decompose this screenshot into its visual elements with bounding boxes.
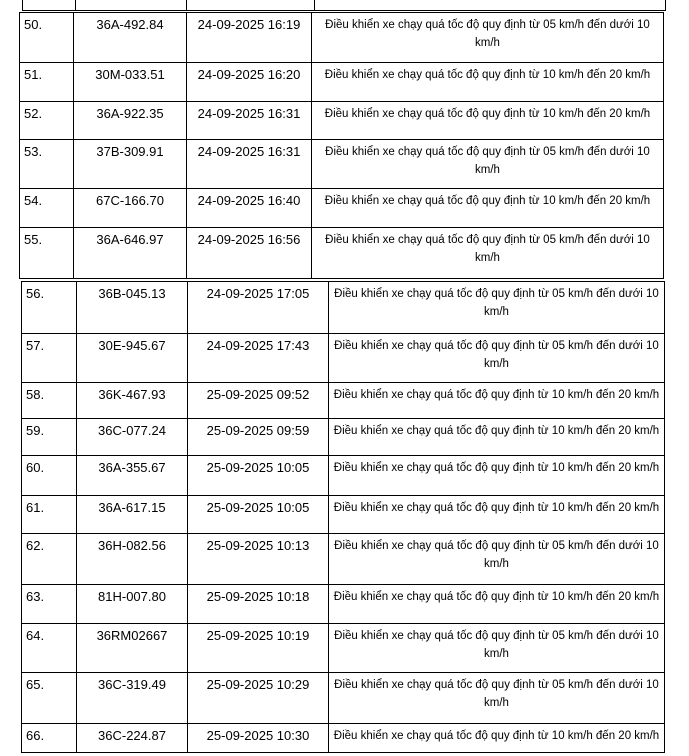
violation-description-cell: Điều khiển xe chạy quá tốc độ quy định từ 05 km/h đến dưới 10 km/h bbox=[329, 673, 665, 724]
violation-datetime-cell: 24-09-2025 16:31 bbox=[187, 102, 312, 140]
table-row bbox=[20, 13, 664, 63]
violation-description-cell: Điều khiển xe chạy quá tốc độ quy định từ 05 km/h đến dưới 10 km/h bbox=[312, 228, 664, 279]
violation-description-cell: Điều khiển xe chạy quá tốc độ quy định từ 10 km/h đến 20 km/h bbox=[312, 189, 664, 228]
license-plate-cell: 36C-319.49 bbox=[77, 673, 188, 724]
violation-datetime-cell: 25-09-2025 10:18 bbox=[188, 585, 329, 624]
violation-datetime-cell: 25-09-2025 10:19 bbox=[188, 624, 329, 673]
violation-datetime-cell: 24-09-2025 16:40 bbox=[187, 189, 312, 228]
row-number-cell: 56. bbox=[22, 282, 77, 334]
table-fragment-column-divider bbox=[314, 0, 315, 10]
violation-datetime-cell: 25-09-2025 10:30 bbox=[188, 724, 329, 753]
row-number-cell: 58. bbox=[22, 383, 77, 419]
violation-datetime-cell: 25-09-2025 09:52 bbox=[188, 383, 329, 419]
violation-datetime-cell: 25-09-2025 10:29 bbox=[188, 673, 329, 724]
license-plate-cell: 36C-077.24 bbox=[77, 419, 188, 456]
violation-description-cell: Điều khiển xe chạy quá tốc độ quy định từ 10 km/h đến 20 km/h bbox=[312, 102, 664, 140]
table-fragment-column-divider bbox=[186, 0, 187, 10]
license-plate-cell: 36RM02667 bbox=[77, 624, 188, 673]
row-number-cell: 51. bbox=[20, 63, 74, 102]
violation-datetime-cell: 24-09-2025 16:20 bbox=[187, 63, 312, 102]
license-plate-cell: 36C-224.87 bbox=[77, 724, 188, 753]
violation-datetime-cell: 25-09-2025 09:59 bbox=[188, 419, 329, 456]
license-plate-cell: 37B-309.91 bbox=[74, 140, 187, 189]
license-plate-cell: 36A-617.15 bbox=[77, 496, 188, 534]
row-number-cell: 53. bbox=[20, 140, 74, 189]
row-number-cell: 65. bbox=[22, 673, 77, 724]
table-row bbox=[20, 189, 664, 228]
license-plate-cell: 67C-166.70 bbox=[74, 189, 187, 228]
violation-description-cell: Điều khiển xe chạy quá tốc độ quy định từ 05 km/h đến dưới 10 km/h bbox=[329, 282, 665, 334]
license-plate-cell: 36A-922.35 bbox=[74, 102, 187, 140]
row-number-cell: 64. bbox=[22, 624, 77, 673]
violation-description-cell: Điều khiển xe chạy quá tốc độ quy định từ 10 km/h đến 20 km/h bbox=[312, 63, 664, 102]
violation-datetime-cell: 24-09-2025 17:43 bbox=[188, 334, 329, 383]
table-row bbox=[22, 585, 665, 624]
license-plate-cell: 36H-082.56 bbox=[77, 534, 188, 585]
table-row bbox=[22, 534, 665, 585]
table-row bbox=[22, 419, 665, 456]
violation-datetime-cell: 24-09-2025 16:19 bbox=[187, 13, 312, 63]
row-number-cell: 54. bbox=[20, 189, 74, 228]
table-row bbox=[22, 456, 665, 496]
violation-description-cell: Điều khiển xe chạy quá tốc độ quy định từ 10 km/h đến 20 km/h bbox=[329, 383, 665, 419]
license-plate-cell: 30M-033.51 bbox=[74, 63, 187, 102]
row-number-cell: 52. bbox=[20, 102, 74, 140]
violation-description-cell: Điều khiển xe chạy quá tốc độ quy định từ 10 km/h đến 20 km/h bbox=[329, 419, 665, 456]
row-number-cell: 55. bbox=[20, 228, 74, 279]
violation-description-cell: Điều khiển xe chạy quá tốc độ quy định từ 05 km/h đến dưới 10 km/h bbox=[312, 140, 664, 189]
row-number-cell: 62. bbox=[22, 534, 77, 585]
violation-table-segment-1 bbox=[19, 12, 664, 279]
license-plate-cell: 36A-492.84 bbox=[74, 13, 187, 63]
table-row bbox=[20, 63, 664, 102]
license-plate-cell: 81H-007.80 bbox=[77, 585, 188, 624]
violation-datetime-cell: 25-09-2025 10:05 bbox=[188, 456, 329, 496]
table-row bbox=[20, 102, 664, 140]
table-row bbox=[22, 496, 665, 534]
violation-datetime-cell: 25-09-2025 10:05 bbox=[188, 496, 329, 534]
violation-description-cell: Điều khiển xe chạy quá tốc độ quy định từ 05 km/h đến dưới 10 km/h bbox=[329, 334, 665, 383]
license-plate-cell: 36A-355.67 bbox=[77, 456, 188, 496]
violation-description-cell: Điều khiển xe chạy quá tốc độ quy định từ 05 km/h đến dưới 10 km/h bbox=[329, 624, 665, 673]
violation-datetime-cell: 24-09-2025 16:56 bbox=[187, 228, 312, 279]
table-row bbox=[20, 228, 664, 279]
violation-table-segment-2 bbox=[21, 281, 665, 753]
row-number-cell: 61. bbox=[22, 496, 77, 534]
violation-description-cell: Điều khiển xe chạy quá tốc độ quy định từ 05 km/h đến dưới 10 km/h bbox=[312, 13, 664, 63]
table-fragment-column-divider bbox=[75, 0, 76, 10]
violation-description-cell: Điều khiển xe chạy quá tốc độ quy định từ 10 km/h đến 20 km/h bbox=[329, 456, 665, 496]
license-plate-cell: 36A-646.97 bbox=[74, 228, 187, 279]
violation-description-cell: Điều khiển xe chạy quá tốc độ quy định từ 05 km/h đến dưới 10 km/h bbox=[329, 534, 665, 585]
violation-description-cell: Điều khiển xe chạy quá tốc độ quy định từ 10 km/h đến 20 km/h bbox=[329, 724, 665, 753]
table-row bbox=[22, 334, 665, 383]
violation-datetime-cell: 24-09-2025 17:05 bbox=[188, 282, 329, 334]
row-number-cell: 66. bbox=[22, 724, 77, 753]
table-row bbox=[22, 624, 665, 673]
violation-datetime-cell: 25-09-2025 10:13 bbox=[188, 534, 329, 585]
violation-description-cell: Điều khiển xe chạy quá tốc độ quy định từ 10 km/h đến 20 km/h bbox=[329, 585, 665, 624]
table-row bbox=[22, 282, 665, 334]
table-row bbox=[22, 673, 665, 724]
violation-datetime-cell: 24-09-2025 16:31 bbox=[187, 140, 312, 189]
row-number-cell: 59. bbox=[22, 419, 77, 456]
license-plate-cell: 30E-945.67 bbox=[77, 334, 188, 383]
table-fragment-top bbox=[22, 0, 666, 11]
row-number-cell: 63. bbox=[22, 585, 77, 624]
table-row bbox=[20, 140, 664, 189]
row-number-cell: 50. bbox=[20, 13, 74, 63]
row-number-cell: 57. bbox=[22, 334, 77, 383]
row-number-cell: 60. bbox=[22, 456, 77, 496]
table-row bbox=[22, 383, 665, 419]
license-plate-cell: 36K-467.93 bbox=[77, 383, 188, 419]
license-plate-cell: 36B-045.13 bbox=[77, 282, 188, 334]
violation-description-cell: Điều khiển xe chạy quá tốc độ quy định từ 10 km/h đến 20 km/h bbox=[329, 496, 665, 534]
table-row bbox=[22, 724, 665, 753]
